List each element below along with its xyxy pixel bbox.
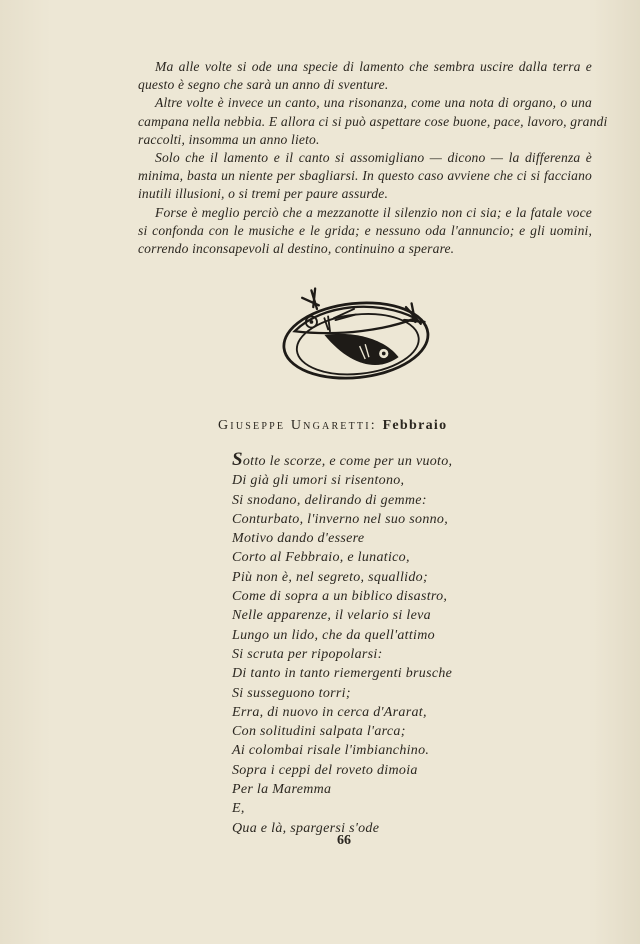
poem-line (232, 450, 452, 471)
page-number: 66 (337, 833, 351, 848)
poem-line: Di già gli umori si risentono, (232, 473, 405, 489)
prose-line: si confonda con le musiche e le grida; e nessuno oda l'annuncio; e gli uomini, (138, 222, 592, 238)
poem-line: Con solitudini salpata l'arca; (232, 724, 406, 740)
prose-line: campana nella nebbia. E allora ci si può aspettare cose buone, pace, lavoro, grandi (138, 113, 608, 129)
prose-line: questo è segno che sarà un anno di sventure. (138, 77, 389, 93)
poem-heading (218, 418, 447, 434)
drop-cap: S (232, 449, 243, 470)
poem-body (232, 450, 452, 838)
prose-line: Ma alle volte si ode una specie di lamento che sembra uscire dalla terra e (155, 59, 592, 74)
prose-line: Solo che il lamento e il canto si assomigliano — dicono — la differenza è (155, 149, 592, 165)
poem-line-text: otto le scorze, e come per un vuoto, (242, 454, 453, 469)
poem-line: Sopra i ceppi del roveto dimoia (232, 762, 418, 778)
prose-line: minima, basta un niente per sbagliarsi. In questo caso avviene che ci si facciano (138, 168, 592, 184)
poem-title: Febbraio (382, 418, 448, 433)
prose-passage (138, 58, 608, 258)
poem-line: Erra, di nuovo in cerca d'Ararat, (232, 704, 427, 720)
poem-line: Nelle apparenze, il velario si leva (232, 608, 431, 624)
poem-line: Come di sopra a un biblico disastro, (232, 589, 448, 605)
poem-line: Per la Maremma (232, 782, 332, 798)
poem-line: E, (232, 801, 245, 817)
poem-line: Di tanto in tanto riemergenti brusche (232, 666, 453, 682)
poem-line: Si scruta per ripopolarsi: (232, 646, 383, 662)
poem-line: Si snodano, delirando di gemme: (232, 492, 427, 508)
poem-line: Si susseguono torri; (232, 685, 351, 701)
poem-line: Conturbato, l'inverno nel suo sonno, (232, 511, 449, 527)
poem-line: Lungo un lido, che da quell'attimo (232, 627, 435, 643)
poem-line: Qua e là, spargersi s'ode (232, 820, 380, 836)
poem-author: Giuseppe Ungaretti: (218, 418, 377, 433)
prose-line: inutili illusioni, o si tremi per paure assurde. (138, 186, 389, 202)
prose-line: raccolti, insomma un anno lieto. (138, 131, 320, 147)
poem-line: Motivo dando d'essere (232, 531, 365, 547)
prose-line: Altre volte è invece un canto, una risonanza, come una nota di organo, o una (155, 95, 592, 111)
fish-on-plate-illustration (275, 283, 435, 385)
poem-line: Ai colombai risale l'imbianchino. (232, 743, 430, 759)
prose-line: correndo inconsapevoli al destino, continuino a sperare. (138, 240, 455, 256)
prose-line: Forse è meglio perciò che a mezzanotte il silenzio non ci sia; e la fatale voce (155, 204, 592, 220)
poem-line: Corto al Febbraio, e lunatico, (232, 550, 410, 566)
poem-line: Più non è, nel segreto, squallido; (232, 569, 428, 585)
